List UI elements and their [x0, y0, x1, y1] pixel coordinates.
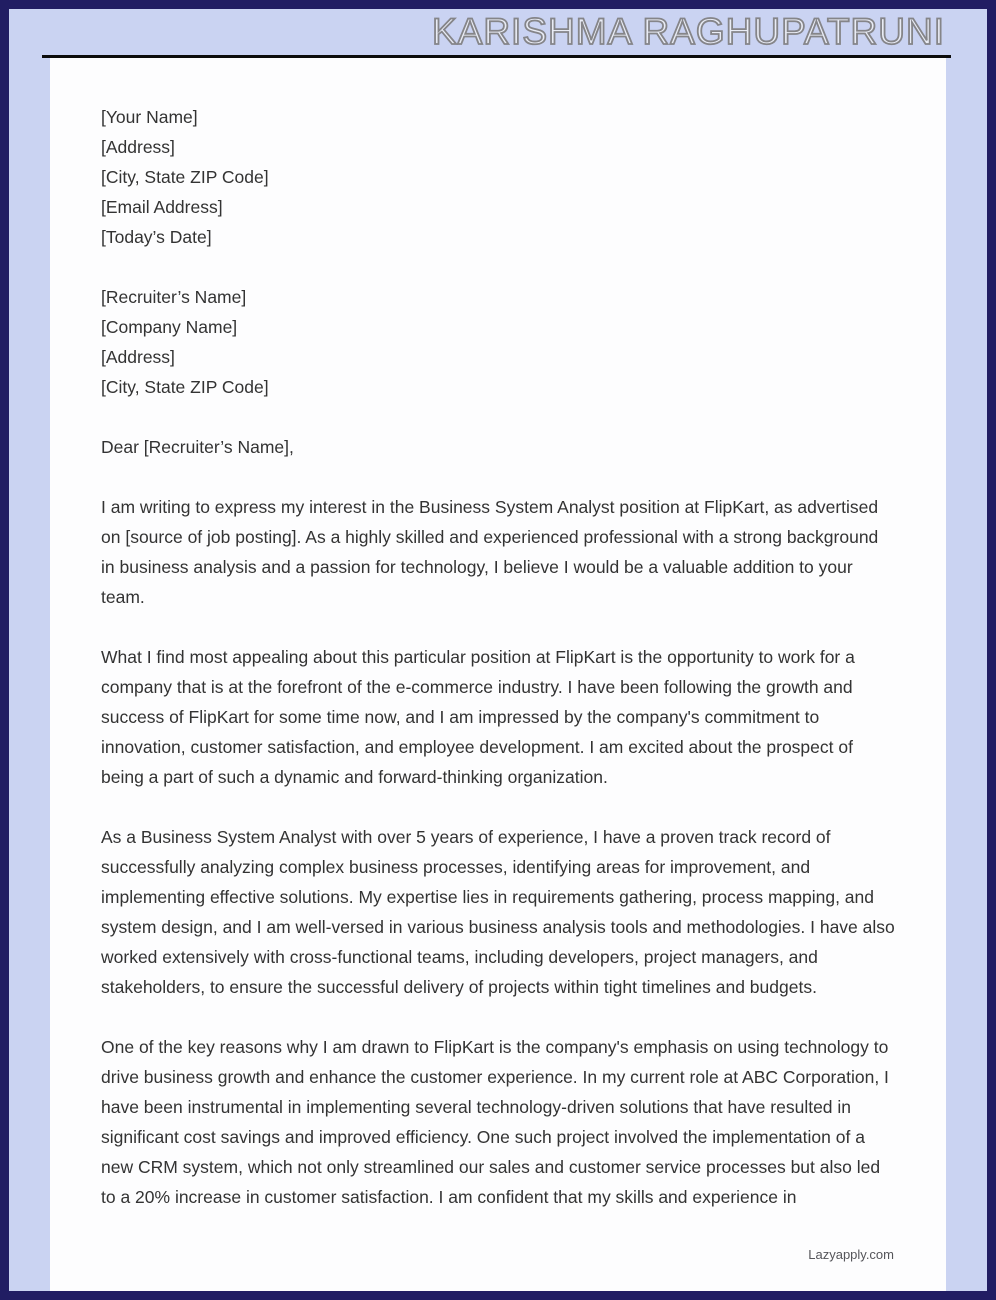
document-header	[9, 9, 987, 55]
author-name: KARISHMA RAGHUPATRUNI	[431, 11, 945, 52]
sender-date-line: [Today’s Date]	[101, 227, 212, 247]
recipient-address-line: [Address]	[101, 347, 175, 367]
sender-address-line: [Address]	[101, 137, 175, 157]
sender-email-line: [Email Address]	[101, 197, 223, 217]
recipient-block	[101, 282, 896, 402]
recipient-city-line: [City, State ZIP Code]	[101, 377, 269, 397]
sender-city-line: [City, State ZIP Code]	[101, 167, 269, 187]
letter-body	[50, 58, 946, 1212]
watermark: Lazyapply.com	[808, 1247, 894, 1262]
recipient-name-line: [Recruiter’s Name]	[101, 287, 247, 307]
recipient-company-line: [Company Name]	[101, 317, 238, 337]
paragraph-appeal: What I find most appealing about this particular position at FlipKart is the opportunity to work for a company that is at the forefront of the e-commerce industry. I have been following the growth and success of FlipKart for some time now, and I am impressed by the company's commitment to innovation, customer satisfaction, and employee development. I am excited about the prospect of being a part of such a dynamic and forward-thinking organization.	[101, 647, 855, 787]
letter-page	[50, 58, 946, 1291]
salutation: Dear [Recruiter’s Name],	[101, 437, 294, 457]
sender-name-line: [Your Name]	[101, 107, 198, 127]
paragraph-reasons: One of the key reasons why I am drawn to FlipKart is the company's emphasis on using technology to drive business growth and enhance the customer experience. In my current role at ABC Corporation, I have been instrumental in implementing several technology-driven solutions that have resulted in significant cost savings and improved efficiency. One such project involved the implementation of a new CRM system, which not only streamlined our sales and customer service processes but also led to a 20% increase in customer satisfaction. I am confident that my skills and experience in	[101, 1037, 889, 1207]
paragraph-experience: As a Business System Analyst with over 5 years of experience, I have a proven track record of successfully analyzing complex business processes, identifying areas for improvement, and implementing effective solutions. My expertise lies in requirements gathering, process mapping, and system design, and I am well-versed in various business analysis tools and methodologies. I have also worked extensively with cross-functional teams, including developers, project managers, and stakeholders, to ensure the successful delivery of projects within tight timelines and budgets.	[101, 827, 895, 997]
sender-block	[101, 102, 896, 252]
paragraph-intro: I am writing to express my interest in the Business System Analyst position at FlipKart, as advertised on [source of job posting]. As a highly skilled and experienced professional with a strong background in business analysis and a passion for technology, I believe I would be a valuable addition to your team.	[101, 497, 879, 607]
